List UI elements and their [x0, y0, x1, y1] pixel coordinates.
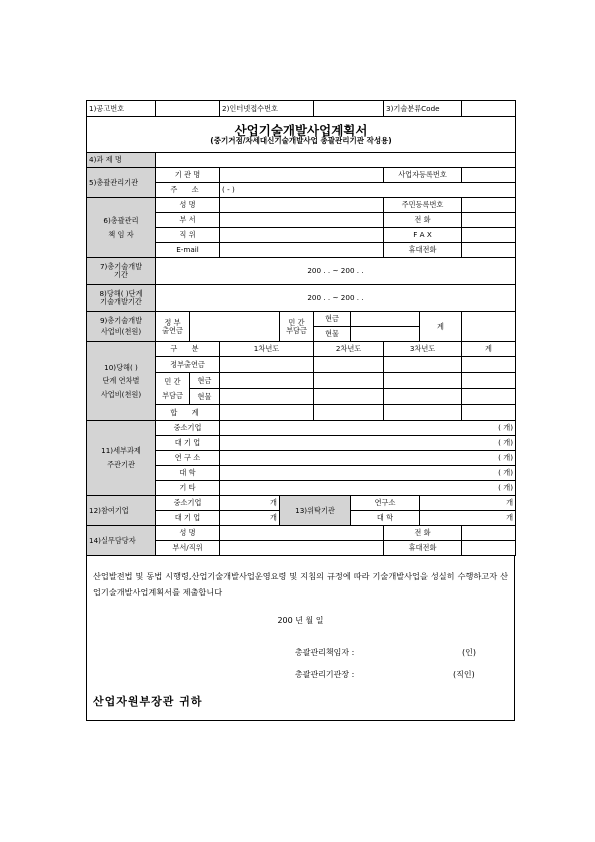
form-title: 산업기술개발사업계획서: [234, 123, 368, 138]
manager-position-field[interactable]: [220, 228, 384, 243]
stage-period-label-line2: 기술개발기간: [100, 297, 142, 306]
private-cash-label: 현금: [314, 312, 351, 327]
commissioned-univ-count[interactable]: 개: [420, 511, 516, 526]
contact-phone-label: 전 화: [384, 526, 462, 541]
subproject-count-field[interactable]: ( 개): [220, 451, 516, 466]
yearly-gov-y1[interactable]: [220, 357, 314, 373]
yearly-inkind-label: 현물: [190, 389, 220, 405]
yearly-total-header: 계: [462, 342, 516, 357]
commissioned-institute-count[interactable]: 개: [420, 496, 516, 511]
commissioned-univ-label: 대 학: [351, 511, 420, 526]
manager-label-line2: 책 임 자: [108, 229, 134, 239]
declaration-section: [86, 556, 515, 721]
private-fund-label: [280, 312, 314, 342]
manager-mobile-field[interactable]: [462, 243, 516, 258]
yearly-cost-label: [87, 342, 156, 421]
yearly-sum-label: 합 계: [156, 405, 220, 421]
manager-email-label: E-mail: [156, 243, 220, 258]
yearly-gov-y3[interactable]: [384, 357, 462, 373]
signer1-label: 총괄관리책임자 :: [295, 648, 355, 657]
manager-phone-label: 전 화: [384, 213, 462, 228]
manager-name-label: 성 명: [156, 198, 220, 213]
subproject-count-field[interactable]: ( 개): [220, 421, 516, 436]
yearly-private-label: [156, 373, 190, 405]
total-period-label: [87, 258, 156, 285]
yearly-sum-y3[interactable]: [384, 405, 462, 421]
stage-period-label: [87, 285, 156, 312]
title-row: [87, 117, 516, 153]
manager-fax-label: F A X: [384, 228, 462, 243]
yearly-cash-y1[interactable]: [220, 373, 314, 389]
total-period-label-line2: 기간: [114, 270, 128, 279]
yearly-private-label-line2: 부담금: [162, 390, 183, 400]
contact-row-1: [87, 526, 516, 541]
yearly-gov-y2[interactable]: [314, 357, 384, 373]
stage-period-field[interactable]: 200 . . ~ 200 . .: [156, 285, 516, 312]
subproject-count-field[interactable]: ( 개): [220, 466, 516, 481]
resident-no-field[interactable]: [462, 198, 516, 213]
contact-mobile-label: 휴대전화: [384, 541, 462, 556]
yearly-cost-header-row: [87, 342, 516, 357]
participant-large-label: 대 기 업: [156, 511, 220, 526]
contact-label: 14)실무담당자: [87, 526, 156, 556]
yearly-cost-label-line1: 10)당해( ): [104, 362, 138, 372]
manager-dept-field[interactable]: [220, 213, 384, 228]
org-name-field[interactable]: [220, 168, 384, 183]
contact-name-label: 성 명: [156, 526, 220, 541]
notice-number-field[interactable]: [156, 101, 220, 117]
private-fund-label-line1: 민 간: [288, 317, 305, 327]
manager-label-line1: 6)총괄관리: [103, 215, 139, 225]
yearly-cost-label-line3: 사업비(천원): [100, 389, 142, 399]
manager-row-1: [87, 198, 516, 213]
yearly-cash-y3[interactable]: [384, 373, 462, 389]
notice-number-label: 1)공고번호: [87, 101, 156, 117]
subproject-label: [87, 421, 156, 496]
yearly-category-header: 구 분: [156, 342, 220, 357]
contact-phone-field[interactable]: [462, 526, 516, 541]
yearly-cash-label: 현금: [190, 373, 220, 389]
subproject-label-line1: 11)세부과제: [101, 446, 141, 456]
subproject-type-label: 중소기업: [156, 421, 220, 436]
project-name-row: [87, 153, 516, 168]
subproject-type-label: 기 타: [156, 481, 220, 496]
gov-fund-label: [156, 312, 190, 342]
yearly-inkind-y1[interactable]: [220, 389, 314, 405]
participant-sme-label: 중소기업: [156, 496, 220, 511]
yearly-inkind-total[interactable]: [462, 389, 516, 405]
internet-number-label: 2)인터넷접수번호: [220, 101, 314, 117]
manager-dept-label: 부 서: [156, 213, 220, 228]
subproject-count-field[interactable]: ( 개): [220, 481, 516, 496]
yearly-inkind-y2[interactable]: [314, 389, 384, 405]
total-period-row: [87, 258, 516, 285]
subproject-count-field[interactable]: ( 개): [220, 436, 516, 451]
yearly-sum-total[interactable]: [462, 405, 516, 421]
signer2-label: 총괄관리기관장 :: [295, 670, 355, 679]
application-form: [86, 100, 515, 721]
total-cost-sum-field[interactable]: [462, 312, 516, 342]
private-inkind-field[interactable]: [351, 327, 420, 342]
form-table: [86, 100, 516, 556]
declaration-text: 산업발전법 및 동법 시행령,산업기술개발사업운영요령 및 지침의 규정에 따라 기술개발사업을 성실히 수행하고자 산업기술개발사업계획서를 제출합니다: [93, 571, 508, 597]
header-row: [87, 101, 516, 117]
year3-header: 3차년도: [384, 342, 462, 357]
total-cost-label-line1: 9)총기술개발: [99, 316, 143, 326]
year1-header: 1차년도: [220, 342, 314, 357]
total-cost-row-1: [87, 312, 516, 327]
resident-no-label: 주민등록번호: [384, 198, 462, 213]
yearly-cash-total[interactable]: [462, 373, 516, 389]
year2-header: 2차년도: [314, 342, 384, 357]
manager-fax-field[interactable]: [462, 228, 516, 243]
contact-dept-label: 부서/직위: [156, 541, 220, 556]
form-subtitle: (중기거점/차세대신기술개발사업 총괄관리기관 작성용): [210, 136, 392, 146]
contact-dept-field[interactable]: [220, 541, 384, 556]
subproject-type-label: 연 구 소: [156, 451, 220, 466]
gov-fund-field[interactable]: [190, 312, 280, 342]
date-line[interactable]: 200 년 월 일: [277, 616, 324, 625]
biz-reg-no-field[interactable]: [462, 168, 516, 183]
total-cost-label: [87, 312, 156, 342]
private-fund-label-line2: 부담금: [286, 325, 307, 335]
total-cost-label-line2: 사업비(천원): [100, 327, 142, 336]
participants-row-1: [87, 496, 516, 511]
yearly-gov-total[interactable]: [462, 357, 516, 373]
stage-period-label-line1: 8)당해( )단계: [99, 289, 143, 299]
stage-period-row: [87, 285, 516, 312]
gov-fund-label-line1: 정 부: [164, 317, 181, 327]
private-cash-field[interactable]: [351, 312, 420, 327]
yearly-cost-label-line2: 단계 연차별: [102, 376, 140, 386]
subproject-row-1: [87, 421, 516, 436]
commissioned-institute-label: 연구소: [351, 496, 420, 511]
contact-name-field[interactable]: [220, 526, 384, 541]
total-period-label-line1: 7)총기술개발: [99, 262, 143, 272]
commissioned-label: 13)위탁기관: [280, 496, 351, 526]
manager-label: [87, 198, 156, 258]
gov-fund-label-line2: 출연금: [162, 325, 183, 335]
yearly-cash-y2[interactable]: [314, 373, 384, 389]
tech-code-field[interactable]: [462, 101, 516, 117]
contact-mobile-field[interactable]: [462, 541, 516, 556]
addressee: 산업자원부장관 귀하: [93, 695, 203, 708]
signer1-seal[interactable]: (인): [462, 648, 476, 657]
lead-org-row: [87, 168, 516, 183]
participant-companies-label: 12)참여기업: [87, 496, 156, 526]
participant-sme-count[interactable]: 개: [220, 496, 280, 511]
yearly-private-label-line1: 민 간: [164, 376, 181, 386]
yearly-inkind-y3[interactable]: [384, 389, 462, 405]
signer2-seal[interactable]: (직인): [453, 670, 475, 679]
yearly-sum-y2[interactable]: [314, 405, 384, 421]
manager-mobile-label: 휴대전화: [384, 243, 462, 258]
manager-phone-field[interactable]: [462, 213, 516, 228]
project-name-label: 4)과 제 명: [87, 153, 156, 168]
address-field[interactable]: ( - ): [220, 183, 516, 198]
manager-position-label: 직 위: [156, 228, 220, 243]
title-cell: [87, 117, 516, 153]
manager-name-field[interactable]: [220, 198, 384, 213]
project-name-field[interactable]: [156, 153, 516, 168]
lead-org-label: 5)총괄관리기관: [87, 168, 156, 198]
total-period-field[interactable]: 200 . . ~ 200 . .: [156, 258, 516, 285]
yearly-gov-label: 정부출연금: [156, 357, 220, 373]
participant-large-count[interactable]: 개: [220, 511, 280, 526]
subproject-type-label: 대 학: [156, 466, 220, 481]
yearly-sum-y1[interactable]: [220, 405, 314, 421]
address-label: 주 소: [156, 183, 220, 198]
subproject-type-label: 대 기 업: [156, 436, 220, 451]
internet-number-field[interactable]: [314, 101, 384, 117]
subproject-label-line2: 주관기관: [107, 460, 135, 469]
manager-email-field[interactable]: [220, 243, 384, 258]
private-inkind-label: 현물: [314, 327, 351, 342]
org-name-label: 기 관 명: [156, 168, 220, 183]
total-cost-sum-label: 계: [420, 312, 462, 342]
biz-reg-no-label: 사업자등록번호: [384, 168, 462, 183]
tech-code-label: 3)기술분류Code: [384, 101, 462, 117]
